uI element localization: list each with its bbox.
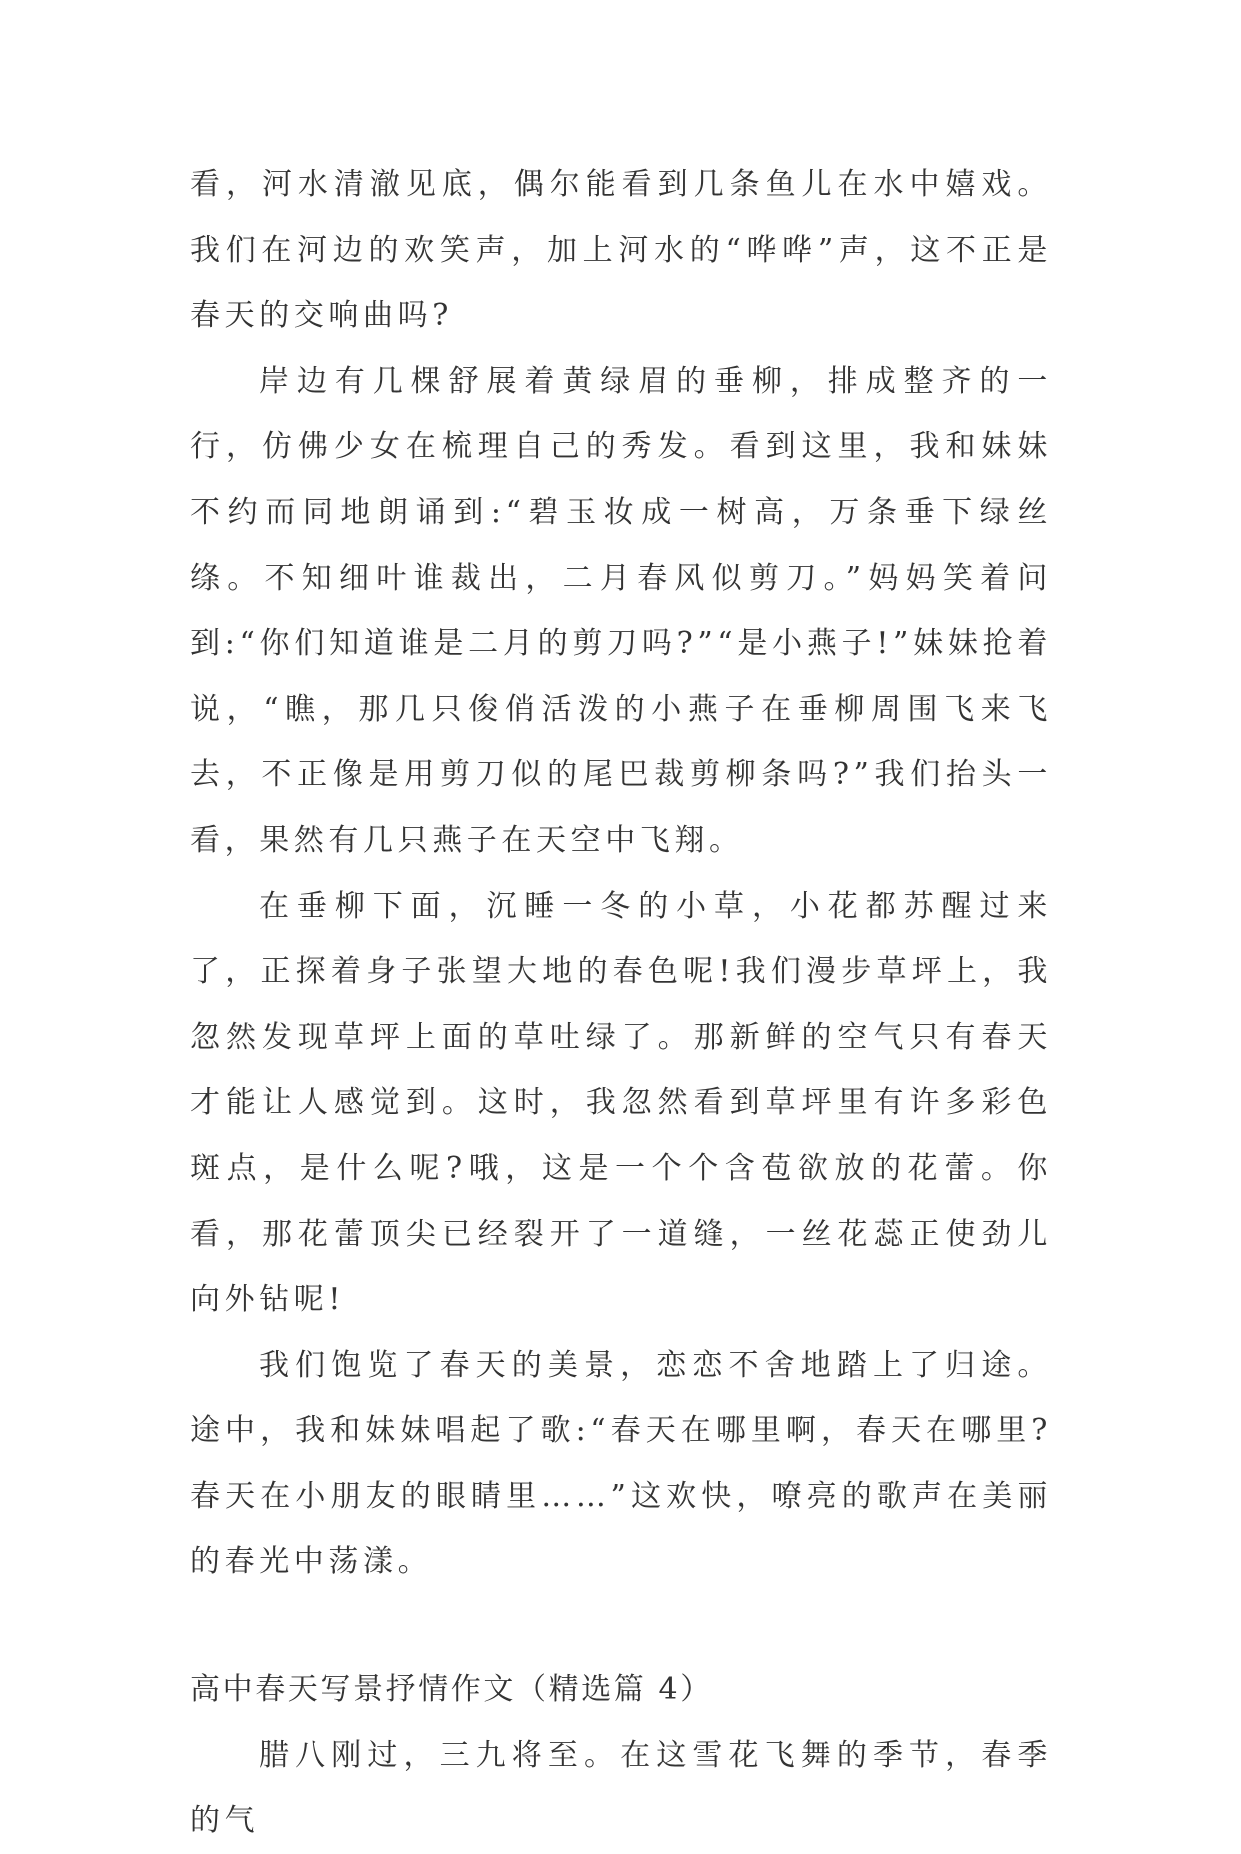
paragraph-meadow: 在垂柳下面，沉睡一冬的小草，小花都苏醒过来了，正探着身子张望大地的春色呢!我们漫步草坪上，我忽然发现草坪上面的草吐绿了。那新鲜的空气只有春天才能让人感觉到。这时，我忽然看到草坪里有许多彩色斑点，是什么呢?哦，这是一个个含苞欲放的花蕾。你看，那花蕾顶尖已经裂开了一道缝，一丝花蕊正使劲儿向外钻呢!: [190, 888, 1052, 1318]
section-heading: 高中春天写景抒情作文（精选篇 4）: [190, 1672, 713, 1708]
document-body: [190, 152, 1052, 1854]
paragraph-willows: 岸边有几棵舒展着黄绿眉的垂柳，排成整齐的一行，仿佛少女在梳理自己的秀发。看到这里，我和妹妹不约而同地朗诵到:“碧玉妆成一树高，万条垂下绿丝绦。不知细叶谁裁出，二月春风似剪刀。”妈妈笑着问到:“你们知道谁是二月的剪刀吗?”“是小燕子!”妹妹抢着说，“瞧，那几只俊俏活泼的小燕子在垂柳周围飞来飞去，不正像是用剪刀似的尾巴裁剪柳条吗?”我们抬头一看，果然有几只燕子在天空中飞翔。: [190, 363, 1052, 858]
paragraph-return: 我们饱览了春天的美景，恋恋不舍地踏上了归途。途中，我和妹妹唱起了歌:“春天在哪里啊，春天在哪里?春天在小朋友的眼睛里……”这欢快，嘹亮的歌声在美丽的春光中荡漾。: [190, 1347, 1052, 1580]
paragraph-continued: 看，河水清澈见底，偶尔能看到几条鱼儿在水中嬉戏。我们在河边的欢笑声，加上河水的“哗哗”声，这不正是春天的交响曲吗?: [190, 167, 1052, 334]
paragraph-next-section: 腊八刚过，三九将至。在这雪花飞舞的季节，春季的气: [190, 1737, 1052, 1839]
